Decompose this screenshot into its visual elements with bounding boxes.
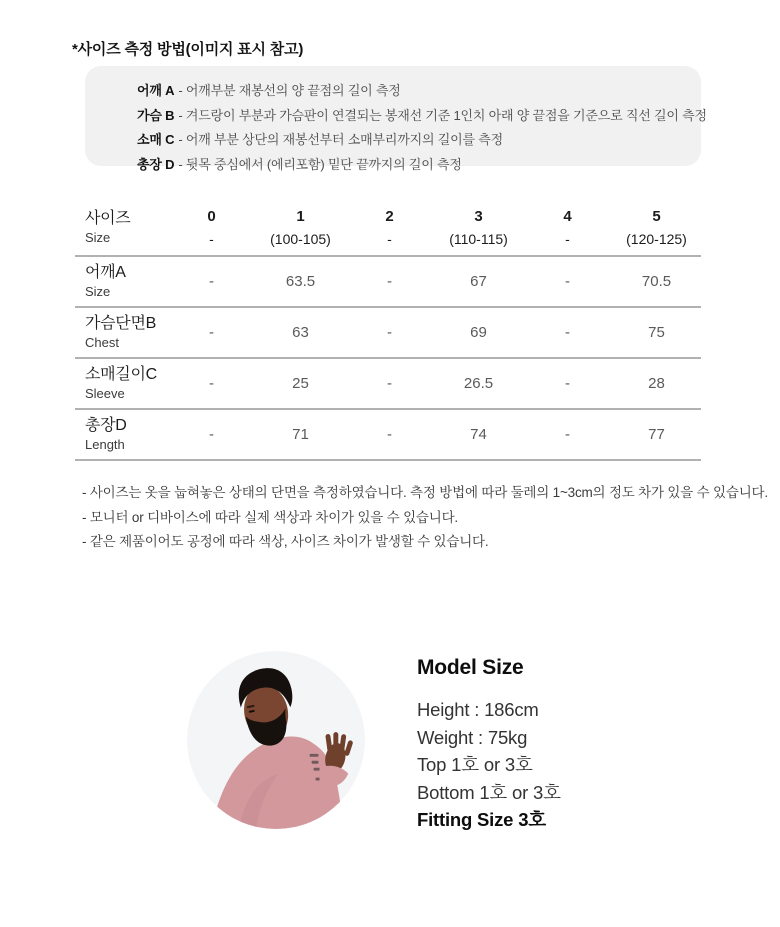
guide-line-length xyxy=(137,153,681,178)
table-row-chest: 가슴단면B Chest - 63 - 69 - 75 xyxy=(75,307,701,358)
table-row-sleeve: 소매길이C Sleeve - 25 - 26.5 - 28 xyxy=(75,358,701,409)
model-size-title: Model Size xyxy=(417,656,524,679)
guide-line-shoulder xyxy=(137,79,681,104)
size-notes xyxy=(82,481,768,555)
guide-line-sleeve xyxy=(137,128,681,153)
header-col-1: 1 (100-105) xyxy=(270,207,331,247)
guide-desc: - 겨드랑이 부분과 가슴판이 연결되는 봉재선 기준 1인치 아래 양 끝점을 기준으로 직선 길이 측정 xyxy=(178,107,707,123)
model-top-size: Top 1호 or 3호 xyxy=(417,754,533,775)
guide-line-chest xyxy=(137,104,707,129)
model-photo xyxy=(187,651,365,829)
note-line: - 같은 제품이어도 공정에 따라 색상, 사이즈 차이가 발생할 수 있습니다. xyxy=(82,534,489,549)
header-col-4: 4 - xyxy=(563,207,572,247)
table-row-length: 총장D Length - 71 - 74 - 77 xyxy=(75,409,701,460)
guide-desc: - 어깨 부분 상단의 재봉선부터 소매부리까지의 길이를 측정 xyxy=(178,132,503,147)
model-size-info xyxy=(417,656,561,834)
guide-label: 가슴 B xyxy=(137,107,175,123)
model-bottom-size: Bottom 1호 or 3호 xyxy=(417,781,561,803)
row-label-cell: 가슴단면B Chest xyxy=(85,315,156,350)
header-col-3: 3 (110-115) xyxy=(449,207,508,247)
model-photo-illustration xyxy=(187,651,365,829)
row-label-cell: 소매길이C Sleeve xyxy=(85,366,157,401)
header-label-cell: 사이즈 Size xyxy=(85,209,131,245)
row-label-cell: 총장D Length xyxy=(85,417,127,452)
table-row-shoulder: 어깨A Size - 63.5 - 67 - 70.5 xyxy=(75,256,701,307)
header-col-0: 0 - xyxy=(207,207,216,247)
note-line: - 사이즈는 옷을 눕혀놓은 상태의 단면을 측정하였습니다. 측정 방법에 따라 둘레의 1~3cm의 정도 차가 있을 수 있습니다. xyxy=(82,485,768,500)
size-table-header-row xyxy=(75,199,701,256)
guide-label: 소매 C xyxy=(137,132,175,147)
size-table xyxy=(75,199,701,461)
model-fitting-size: Fitting Size 3호 xyxy=(417,809,546,830)
measurement-guide-box xyxy=(85,66,707,172)
row-label-cell: 어깨A Size xyxy=(85,264,126,299)
guide-label: 총장 D xyxy=(137,156,175,172)
header-col-2: 2 - xyxy=(385,207,394,247)
header-col-5: 5 (120-125) xyxy=(626,207,687,247)
model-weight: Weight : 75kg xyxy=(417,726,528,748)
model-height: Height : 186cm xyxy=(417,699,539,720)
note-line: - 모니터 or 디바이스에 따라 실제 색상과 차이가 있을 수 있습니다. xyxy=(82,509,458,525)
guide-desc: - 뒷목 중심에서 (에리포함) 밑단 끝까지의 길이 측정 xyxy=(178,156,462,172)
model-size-lines xyxy=(417,696,561,834)
guide-label: 어깨 A xyxy=(137,83,175,98)
guide-desc: - 어깨부분 재봉선의 양 끝점의 길이 측정 xyxy=(178,83,401,98)
size-guide-title: *사이즈 측정 방법(이미지 표시 참고) xyxy=(72,41,304,58)
